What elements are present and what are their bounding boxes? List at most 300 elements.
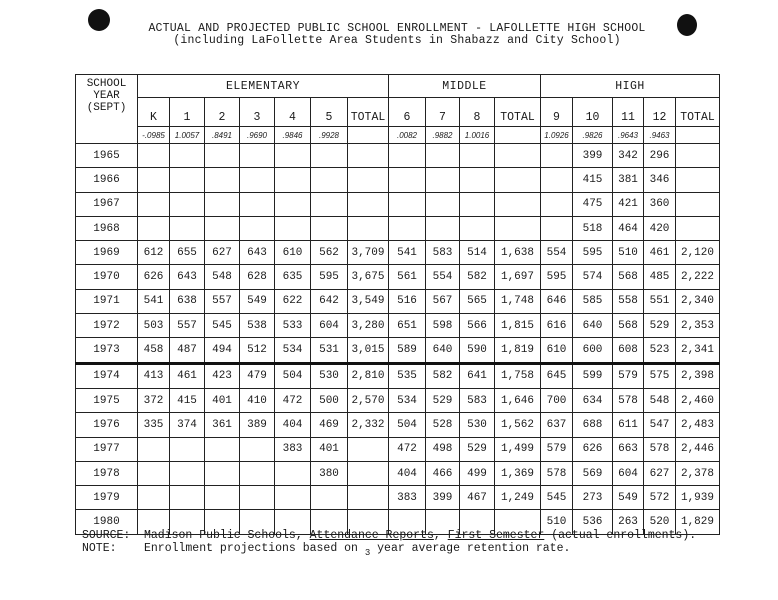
- enrollment-cell: 574: [573, 265, 613, 289]
- grade-header: TOTAL: [676, 98, 720, 127]
- enrollment-cell: 640: [426, 338, 460, 363]
- enrollment-cell: [240, 192, 275, 216]
- enrollment-cell: 413: [138, 363, 170, 388]
- enrollment-cell: 1,829: [676, 510, 720, 534]
- enrollment-cell: [676, 144, 720, 168]
- enrollment-cell: 520: [644, 510, 676, 534]
- enrollment-cell: [348, 461, 389, 485]
- enrollment-cell: 582: [460, 265, 495, 289]
- enrollment-cell: 469: [311, 413, 348, 437]
- enrollment-cell: [275, 461, 311, 485]
- enrollment-cell: [138, 437, 170, 461]
- enrollment-cell: 528: [426, 413, 460, 437]
- enrollment-cell: 415: [573, 168, 613, 192]
- enrollment-cell: [138, 192, 170, 216]
- enrollment-cell: 399: [426, 486, 460, 510]
- enrollment-cell: 3,549: [348, 289, 389, 313]
- source-text-4: First Semester: [447, 529, 545, 542]
- table-row: [76, 388, 720, 412]
- enrollment-cell: 518: [573, 216, 613, 240]
- enrollment-cell: 472: [275, 388, 311, 412]
- enrollment-cell: 534: [389, 388, 426, 412]
- enrollment-cell: 536: [573, 510, 613, 534]
- enrollment-cell: 545: [205, 314, 240, 338]
- enrollment-cell: 643: [170, 265, 205, 289]
- enrollment-cell: 372: [138, 388, 170, 412]
- enrollment-cell: [205, 168, 240, 192]
- enrollment-cell: [240, 461, 275, 485]
- enrollment-cell: [275, 144, 311, 168]
- enrollment-cell: 583: [426, 241, 460, 265]
- table-row: [76, 192, 720, 216]
- footnotes: [82, 529, 697, 558]
- enrollment-cell: 628: [240, 265, 275, 289]
- enrollment-cell: 1,697: [495, 265, 541, 289]
- enrollment-cell: 1,646: [495, 388, 541, 412]
- table-row: [76, 314, 720, 338]
- enrollment-cell: 549: [240, 289, 275, 313]
- enrollment-cell: [170, 168, 205, 192]
- enrollment-cell: 1,939: [676, 486, 720, 510]
- enrollment-cell: 549: [613, 486, 644, 510]
- enrollment-cell: [426, 216, 460, 240]
- enrollment-cell: 595: [311, 265, 348, 289]
- enrollment-cell: [348, 486, 389, 510]
- year-cell: 1970: [76, 265, 138, 289]
- enrollment-cell: 554: [426, 265, 460, 289]
- enrollment-cell: 579: [541, 437, 573, 461]
- note-label: NOTE:: [82, 541, 117, 555]
- enrollment-cell: 610: [541, 338, 573, 363]
- enrollment-cell: [389, 192, 426, 216]
- enrollment-cell: 622: [275, 289, 311, 313]
- retention-rate-row: [76, 127, 720, 144]
- enrollment-cell: 637: [541, 413, 573, 437]
- enrollment-cell: [541, 192, 573, 216]
- grade-header: 8: [460, 98, 495, 127]
- enrollment-cell: 640: [573, 314, 613, 338]
- enrollment-cell: 688: [573, 413, 613, 437]
- grade-header: K: [138, 98, 170, 127]
- grade-header: 10: [573, 98, 613, 127]
- enrollment-cell: [138, 216, 170, 240]
- grade-header: 6: [389, 98, 426, 127]
- retention-rate-cell: .0082: [389, 127, 426, 144]
- grade-header: 5: [311, 98, 348, 127]
- enrollment-cell: 590: [460, 338, 495, 363]
- grade-header: 11: [613, 98, 644, 127]
- enrollment-cell: [240, 144, 275, 168]
- enrollment-cell: 645: [541, 363, 573, 388]
- enrollment-cell: [205, 461, 240, 485]
- enrollment-cell: 548: [205, 265, 240, 289]
- table-row: [76, 241, 720, 265]
- enrollment-cell: [495, 168, 541, 192]
- enrollment-cell: 538: [240, 314, 275, 338]
- enrollment-cell: 565: [460, 289, 495, 313]
- enrollment-cell: 638: [170, 289, 205, 313]
- enrollment-cell: 512: [240, 338, 275, 363]
- enrollment-cell: [170, 461, 205, 485]
- enrollment-cell: 634: [573, 388, 613, 412]
- enrollment-cell: [170, 144, 205, 168]
- enrollment-cell: 533: [275, 314, 311, 338]
- enrollment-cell: [275, 168, 311, 192]
- enrollment-cell: [460, 168, 495, 192]
- enrollment-cell: [205, 144, 240, 168]
- year-cell: 1973: [76, 338, 138, 363]
- enrollment-cell: 2,378: [676, 461, 720, 485]
- enrollment-cell: 578: [644, 437, 676, 461]
- enrollment-cell: [138, 168, 170, 192]
- enrollment-cell: [275, 486, 311, 510]
- enrollment-cell: [460, 192, 495, 216]
- year-cell: 1971: [76, 289, 138, 313]
- table-row: [76, 437, 720, 461]
- enrollment-cell: [426, 144, 460, 168]
- table-row: [76, 413, 720, 437]
- enrollment-cell: 616: [541, 314, 573, 338]
- enrollment-cell: [389, 168, 426, 192]
- grade-header: 2: [205, 98, 240, 127]
- enrollment-cell: 627: [205, 241, 240, 265]
- enrollment-cell: [389, 216, 426, 240]
- enrollment-cell: 2,810: [348, 363, 389, 388]
- enrollment-cell: 569: [573, 461, 613, 485]
- table-row: [76, 363, 720, 388]
- enrollment-cell: 566: [460, 314, 495, 338]
- year-cell: 1975: [76, 388, 138, 412]
- enrollment-cell: [240, 168, 275, 192]
- enrollment-cell: [205, 216, 240, 240]
- enrollment-cell: 475: [573, 192, 613, 216]
- enrollment-cell: [205, 486, 240, 510]
- middle-group-header: MIDDLE: [389, 75, 541, 98]
- enrollment-cell: 498: [426, 437, 460, 461]
- enrollment-cell: 404: [275, 413, 311, 437]
- enrollment-cell: 557: [170, 314, 205, 338]
- enrollment-cell: [240, 437, 275, 461]
- enrollment-cell: 2,353: [676, 314, 720, 338]
- year-cell: 1980: [76, 510, 138, 534]
- enrollment-cell: [311, 216, 348, 240]
- enrollment-cell: 548: [644, 388, 676, 412]
- enrollment-cell: [541, 216, 573, 240]
- enrollment-cell: [348, 144, 389, 168]
- enrollment-cell: 643: [240, 241, 275, 265]
- enrollment-cell: [138, 486, 170, 510]
- enrollment-cell: 626: [573, 437, 613, 461]
- enrollment-cell: 421: [613, 192, 644, 216]
- enrollment-cell: 655: [170, 241, 205, 265]
- enrollment-cell: 273: [573, 486, 613, 510]
- grade-header: 3: [240, 98, 275, 127]
- enrollment-cell: 472: [389, 437, 426, 461]
- source-text-2: Attendance Reports: [309, 529, 434, 542]
- enrollment-cell: [311, 192, 348, 216]
- enrollment-cell: [205, 192, 240, 216]
- enrollment-cell: 646: [541, 289, 573, 313]
- enrollment-cell: [240, 216, 275, 240]
- enrollment-cell: 572: [644, 486, 676, 510]
- enrollment-cell: 626: [138, 265, 170, 289]
- enrollment-cell: 485: [644, 265, 676, 289]
- enrollment-cell: [460, 216, 495, 240]
- enrollment-cell: [676, 216, 720, 240]
- retention-rate-cell: [676, 127, 720, 144]
- enrollment-cell: [275, 216, 311, 240]
- enrollment-cell: 578: [541, 461, 573, 485]
- enrollment-cell: 381: [613, 168, 644, 192]
- enrollment-cell: 487: [170, 338, 205, 363]
- retention-rate-cell: .8491: [205, 127, 240, 144]
- enrollment-cell: 510: [613, 241, 644, 265]
- enrollment-cell: 627: [644, 461, 676, 485]
- enrollment-cell: 641: [460, 363, 495, 388]
- enrollment-cell: 1,562: [495, 413, 541, 437]
- enrollment-cell: [348, 168, 389, 192]
- enrollment-cell: [676, 192, 720, 216]
- note-text-a: Enrollment projections based on: [144, 541, 365, 555]
- enrollment-cell: 1,638: [495, 241, 541, 265]
- enrollment-cell: 635: [275, 265, 311, 289]
- grade-header: 4: [275, 98, 311, 127]
- enrollment-cell: 479: [240, 363, 275, 388]
- enrollment-cell: 3,675: [348, 265, 389, 289]
- enrollment-cell: 296: [644, 144, 676, 168]
- enrollment-cell: 401: [205, 388, 240, 412]
- enrollment-cell: 461: [170, 363, 205, 388]
- grade-header: 12: [644, 98, 676, 127]
- enrollment-cell: 3,709: [348, 241, 389, 265]
- enrollment-cell: 2,120: [676, 241, 720, 265]
- enrollment-cell: 541: [138, 289, 170, 313]
- enrollment-cell: 516: [389, 289, 426, 313]
- enrollment-cell: 568: [613, 265, 644, 289]
- table-row: [76, 338, 720, 363]
- enrollment-cell: [348, 437, 389, 461]
- year-cell: 1979: [76, 486, 138, 510]
- enrollment-cell: [676, 168, 720, 192]
- year-cell: 1965: [76, 144, 138, 168]
- enrollment-cell: 642: [311, 289, 348, 313]
- enrollment-cell: 1,819: [495, 338, 541, 363]
- enrollment-cell: [495, 192, 541, 216]
- enrollment-cell: 575: [644, 363, 676, 388]
- enrollment-cell: 700: [541, 388, 573, 412]
- enrollment-cell: [170, 486, 205, 510]
- enrollment-cell: 529: [644, 314, 676, 338]
- enrollment-cell: 561: [389, 265, 426, 289]
- enrollment-cell: 423: [205, 363, 240, 388]
- enrollment-cell: 599: [573, 363, 613, 388]
- year-cell: 1976: [76, 413, 138, 437]
- table-row: [76, 144, 720, 168]
- enrollment-cell: 2,570: [348, 388, 389, 412]
- enrollment-cell: 466: [426, 461, 460, 485]
- enrollment-cell: [460, 144, 495, 168]
- year-cell: 1968: [76, 216, 138, 240]
- enrollment-cell: 558: [613, 289, 644, 313]
- enrollment-cell: 1,758: [495, 363, 541, 388]
- enrollment-cell: 567: [426, 289, 460, 313]
- retention-rate-cell: [348, 127, 389, 144]
- enrollment-cell: 346: [644, 168, 676, 192]
- enrollment-cell: 415: [170, 388, 205, 412]
- enrollment-cell: 2,398: [676, 363, 720, 388]
- enrollment-cell: 510: [541, 510, 573, 534]
- enrollment-cell: 651: [389, 314, 426, 338]
- enrollment-cell: 595: [541, 265, 573, 289]
- table-row: [76, 486, 720, 510]
- table-row: [76, 265, 720, 289]
- retention-rate-cell: .9846: [275, 127, 311, 144]
- grade-header-row: [76, 98, 720, 127]
- enrollment-cell: 551: [644, 289, 676, 313]
- enrollment-cell: 504: [275, 363, 311, 388]
- table-row: [76, 168, 720, 192]
- enrollment-cell: 600: [573, 338, 613, 363]
- retention-rate-cell: .9928: [311, 127, 348, 144]
- enrollment-cell: 360: [644, 192, 676, 216]
- document-subtitle: (including LaFollette Area Students in Shabazz and City School): [173, 34, 621, 47]
- enrollment-cell: 585: [573, 289, 613, 313]
- enrollment-cell: 2,483: [676, 413, 720, 437]
- year-cell: 1967: [76, 192, 138, 216]
- enrollment-cell: 534: [275, 338, 311, 363]
- enrollment-cell: 401: [311, 437, 348, 461]
- enrollment-cell: 529: [426, 388, 460, 412]
- retention-rate-cell: .9643: [613, 127, 644, 144]
- enrollment-cell: [389, 144, 426, 168]
- enrollment-cell: 399: [573, 144, 613, 168]
- retention-rate-cell: -.0985: [138, 127, 170, 144]
- enrollment-cell: 458: [138, 338, 170, 363]
- enrollment-cell: 582: [426, 363, 460, 388]
- enrollment-cell: 410: [240, 388, 275, 412]
- enrollment-cell: 2,446: [676, 437, 720, 461]
- table-row: [76, 216, 720, 240]
- enrollment-cell: 529: [460, 437, 495, 461]
- grade-header: 9: [541, 98, 573, 127]
- enrollment-cell: 583: [460, 388, 495, 412]
- enrollment-cell: 523: [644, 338, 676, 363]
- enrollment-cell: [495, 144, 541, 168]
- document-title: ACTUAL AND PROJECTED PUBLIC SCHOOL ENROLLMENT - LAFOLLETTE HIGH SCHOOL: [148, 22, 646, 35]
- enrollment-cell: 335: [138, 413, 170, 437]
- enrollment-cell: 557: [205, 289, 240, 313]
- enrollment-cell: 589: [389, 338, 426, 363]
- enrollment-cell: 464: [613, 216, 644, 240]
- enrollment-cell: 500: [311, 388, 348, 412]
- enrollment-cell: 530: [460, 413, 495, 437]
- source-text-5: (actual enrollments).: [544, 529, 697, 542]
- enrollment-cell: 383: [275, 437, 311, 461]
- retention-rate-cell: .9690: [240, 127, 275, 144]
- enrollment-cell: 1,748: [495, 289, 541, 313]
- year-cell: 1974: [76, 363, 138, 388]
- enrollment-cell: 380: [311, 461, 348, 485]
- grade-header: TOTAL: [348, 98, 389, 127]
- enrollment-cell: 2,341: [676, 338, 720, 363]
- enrollment-cell: [426, 192, 460, 216]
- enrollment-cell: 535: [389, 363, 426, 388]
- grade-header: 1: [170, 98, 205, 127]
- year-cell: 1966: [76, 168, 138, 192]
- retention-rate-cell: 1.0926: [541, 127, 573, 144]
- enrollment-cell: 1,815: [495, 314, 541, 338]
- enrollment-cell: [311, 486, 348, 510]
- grade-header: 7: [426, 98, 460, 127]
- retention-rate-cell: .9463: [644, 127, 676, 144]
- enrollment-cell: [138, 461, 170, 485]
- enrollment-cell: [426, 168, 460, 192]
- enrollment-table: [75, 74, 720, 535]
- enrollment-cell: [541, 144, 573, 168]
- enrollment-rows: [76, 144, 720, 535]
- enrollment-cell: 374: [170, 413, 205, 437]
- source-text-1: Madison Public Schools,: [144, 529, 310, 542]
- enrollment-cell: [170, 192, 205, 216]
- enrollment-cell: 598: [426, 314, 460, 338]
- table-row: [76, 461, 720, 485]
- retention-rate-cell: .9826: [573, 127, 613, 144]
- enrollment-cell: 612: [138, 241, 170, 265]
- enrollment-cell: [138, 144, 170, 168]
- enrollment-cell: [240, 486, 275, 510]
- note-number: 3: [364, 547, 371, 558]
- enrollment-cell: 499: [460, 461, 495, 485]
- enrollment-cell: 578: [613, 388, 644, 412]
- year-cell: 1977: [76, 437, 138, 461]
- enrollment-cell: 611: [613, 413, 644, 437]
- enrollment-cell: 604: [613, 461, 644, 485]
- enrollment-cell: [348, 192, 389, 216]
- enrollment-cell: 1,499: [495, 437, 541, 461]
- enrollment-cell: 2,460: [676, 388, 720, 412]
- enrollment-cell: 383: [389, 486, 426, 510]
- enrollment-cell: 554: [541, 241, 573, 265]
- note-line: [82, 543, 696, 556]
- enrollment-cell: 361: [205, 413, 240, 437]
- enrollment-cell: 263: [613, 510, 644, 534]
- enrollment-cell: 608: [613, 338, 644, 363]
- source-label: SOURCE:: [82, 529, 131, 542]
- note-text-b: year average retention rate.: [370, 541, 571, 555]
- retention-rate-cell: [495, 127, 541, 144]
- year-cell: 1978: [76, 461, 138, 485]
- enrollment-cell: 545: [541, 486, 573, 510]
- enrollment-cell: 2,332: [348, 413, 389, 437]
- enrollment-cell: 389: [240, 413, 275, 437]
- year-header-line: (SEPT): [86, 102, 127, 114]
- enrollment-cell: [205, 437, 240, 461]
- enrollment-cell: [348, 216, 389, 240]
- enrollment-cell: 503: [138, 314, 170, 338]
- enrollment-cell: 494: [205, 338, 240, 363]
- enrollment-cell: 568: [613, 314, 644, 338]
- enrollment-cell: 1,369: [495, 461, 541, 485]
- enrollment-cell: 420: [644, 216, 676, 240]
- enrollment-cell: 1,249: [495, 486, 541, 510]
- enrollment-cell: [311, 168, 348, 192]
- enrollment-cell: 579: [613, 363, 644, 388]
- enrollment-cell: 547: [644, 413, 676, 437]
- enrollment-cell: 342: [613, 144, 644, 168]
- enrollment-cell: 562: [311, 241, 348, 265]
- year-header-line: SCHOOL: [86, 78, 127, 90]
- enrollment-cell: 514: [460, 241, 495, 265]
